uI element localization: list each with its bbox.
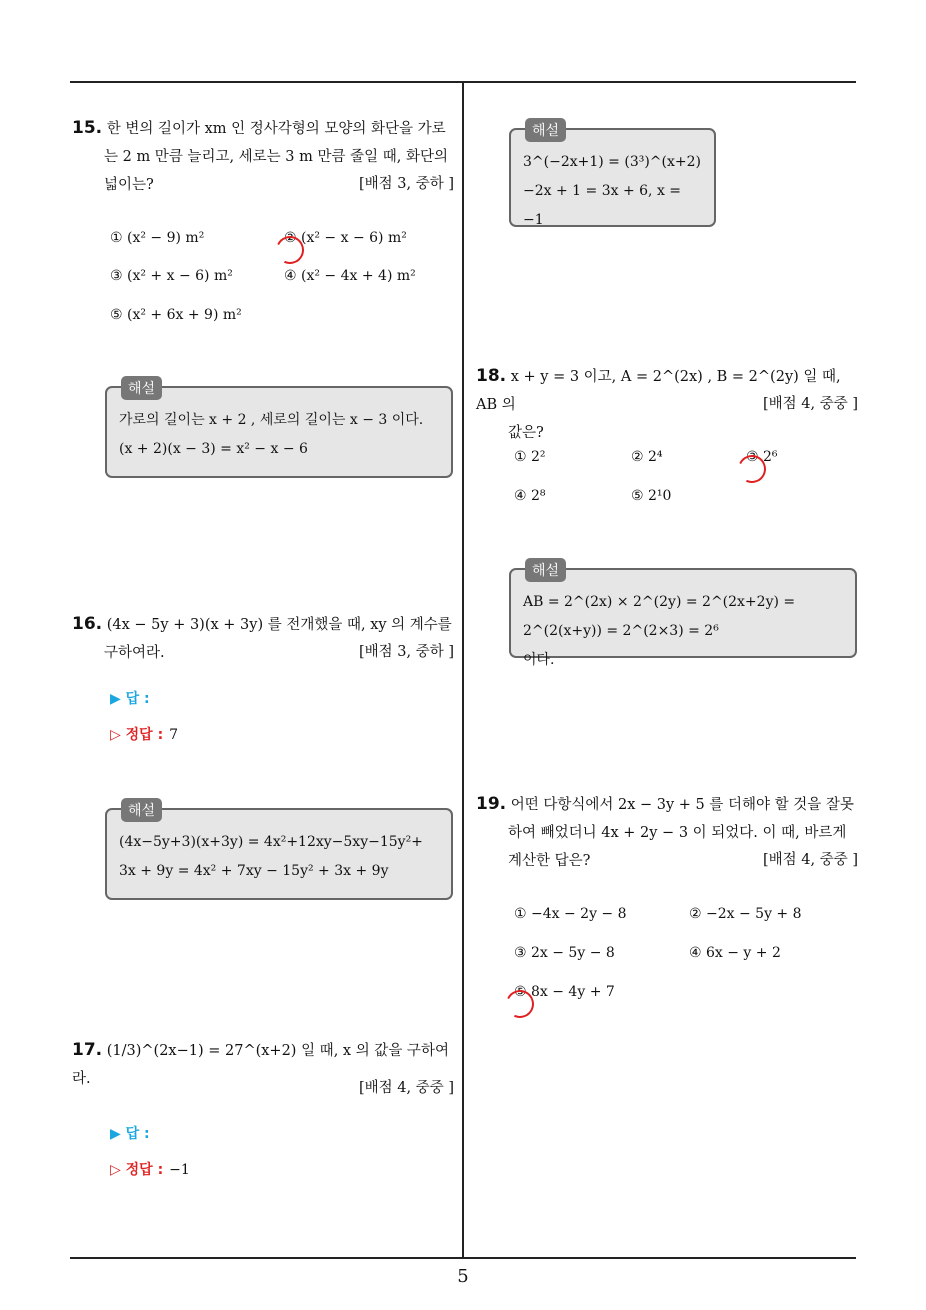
correct-answer: ▷ 정답 : 7 bbox=[110, 727, 179, 743]
option-2[interactable]: ② −2x − 5y + 8 bbox=[689, 906, 802, 922]
score-label: [배점 4, 중중 ] bbox=[762, 396, 858, 412]
option-2[interactable]: ② 2⁴ bbox=[631, 449, 663, 465]
question-text-line: 는 2 m 만큼 늘리고, 세로는 3 m 만큼 줄일 때, 화단의 bbox=[104, 149, 448, 165]
question-18 bbox=[476, 362, 858, 447]
solution-line: −2x + 1 = 3x + 6, x = −1 bbox=[523, 183, 682, 228]
question-text-line: 구하여라. bbox=[104, 645, 165, 661]
score-label: [배점 4, 중중 ] bbox=[762, 852, 858, 868]
question-number: 16. bbox=[72, 614, 103, 634]
solution-line: 3^(−2x+1) = (3³)^(x+2) bbox=[523, 154, 701, 170]
question-text-line: 어떤 다항식에서 2x − 3y + 5 를 더해야 할 것을 잘못 bbox=[510, 797, 854, 813]
question-number: 15. bbox=[72, 118, 103, 138]
page-number: 5 bbox=[457, 1266, 469, 1287]
option-4[interactable]: ④ 6x − y + 2 bbox=[689, 945, 781, 961]
answer-label: ▶ 답 : bbox=[110, 691, 150, 707]
option-5-selected[interactable]: ⑤ 8x − 4y + 7 bbox=[514, 984, 615, 1000]
solution-box bbox=[509, 563, 857, 668]
score-label: [배점 3, 중하 ] bbox=[358, 644, 454, 660]
solution-line: 이다. bbox=[523, 652, 555, 668]
option-4[interactable]: ④ (x² − 4x + 4) m² bbox=[284, 268, 416, 284]
option-4[interactable]: ④ 2⁸ bbox=[514, 488, 546, 504]
option-3[interactable]: ③ (x² + x − 6) m² bbox=[110, 268, 233, 284]
option-3[interactable]: ③ 2x − 5y − 8 bbox=[514, 945, 615, 961]
solution-line: 가로의 길이는 x + 2 , 세로의 길이는 x − 3 이다. bbox=[119, 412, 424, 428]
question-text-line: 하여 빼었더니 4x + 2y − 3 이 되었다. 이 때, 바르게 bbox=[508, 825, 847, 841]
question-text-line: x + y = 3 이고, A = 2^(2x) , B = 2^(2y) 일 때, AB 의 bbox=[476, 369, 841, 413]
question-text-line: 계산한 답은? bbox=[508, 853, 591, 869]
solution-line: 3x + 9y = 4x² + 7xy − 15y² + 3x + 9y bbox=[119, 863, 389, 879]
score-label: [배점 4, 중중 ] bbox=[358, 1080, 454, 1096]
option-1[interactable]: ① (x² − 9) m² bbox=[110, 230, 205, 246]
solution-tag: 해설 bbox=[525, 118, 566, 142]
question-text-line: (4x − 5y + 3)(x + 3y) 를 전개했을 때, xy 의 계수를 bbox=[106, 617, 452, 633]
solution-line: (4x−5y+3)(x+3y) = 4x²+12xy−5xy−15y²+ bbox=[119, 834, 423, 850]
column-divider bbox=[462, 82, 464, 1258]
answer-label: ▶ 답 : bbox=[110, 1126, 150, 1142]
solution-line: (x + 2)(x − 3) = x² − x − 6 bbox=[119, 441, 308, 457]
option-1[interactable]: ① −4x − 2y − 8 bbox=[514, 906, 627, 922]
correct-answer-value: 7 bbox=[169, 727, 179, 743]
solution-tag: 해설 bbox=[121, 798, 162, 822]
question-15 bbox=[72, 114, 454, 199]
solution-box bbox=[105, 381, 453, 478]
question-number: 19. bbox=[476, 794, 507, 814]
bottom-rule bbox=[70, 1257, 856, 1259]
correct-answer-value: −1 bbox=[169, 1162, 190, 1178]
question-text-line: (1/3)^(2x−1) = 27^(x+2) 일 때, x 의 값을 구하여라. bbox=[72, 1043, 449, 1087]
option-2-selected[interactable]: ② (x² − x − 6) m² bbox=[284, 230, 407, 246]
score-label: [배점 3, 중하 ] bbox=[358, 176, 454, 192]
question-number: 18. bbox=[476, 366, 507, 386]
solution-line: AB = 2^(2x) × 2^(2y) = 2^(2x+2y) = 2^(2(x+y)) = 2^(2×3) = 2⁶ bbox=[523, 594, 796, 639]
question-number: 17. bbox=[72, 1040, 103, 1060]
question-text-line: 넓이는? bbox=[104, 177, 154, 193]
question-16 bbox=[72, 610, 454, 667]
question-19 bbox=[476, 790, 858, 875]
question-17 bbox=[72, 1036, 454, 1096]
solution-box bbox=[509, 123, 716, 228]
option-5[interactable]: ⑤ 2¹0 bbox=[631, 488, 672, 504]
option-1[interactable]: ① 2² bbox=[514, 449, 546, 465]
option-3-selected[interactable]: ③ 2⁶ bbox=[746, 449, 778, 465]
question-text-line: 한 변의 길이가 xm 인 정사각형의 모양의 화단을 가로 bbox=[106, 121, 446, 137]
option-5[interactable]: ⑤ (x² + 6x + 9) m² bbox=[110, 307, 242, 323]
question-text-line: 값은? bbox=[508, 425, 544, 441]
correct-answer: ▷ 정답 : −1 bbox=[110, 1162, 190, 1178]
solution-tag: 해설 bbox=[121, 376, 162, 400]
solution-box bbox=[105, 803, 453, 900]
solution-tag: 해설 bbox=[525, 558, 566, 582]
